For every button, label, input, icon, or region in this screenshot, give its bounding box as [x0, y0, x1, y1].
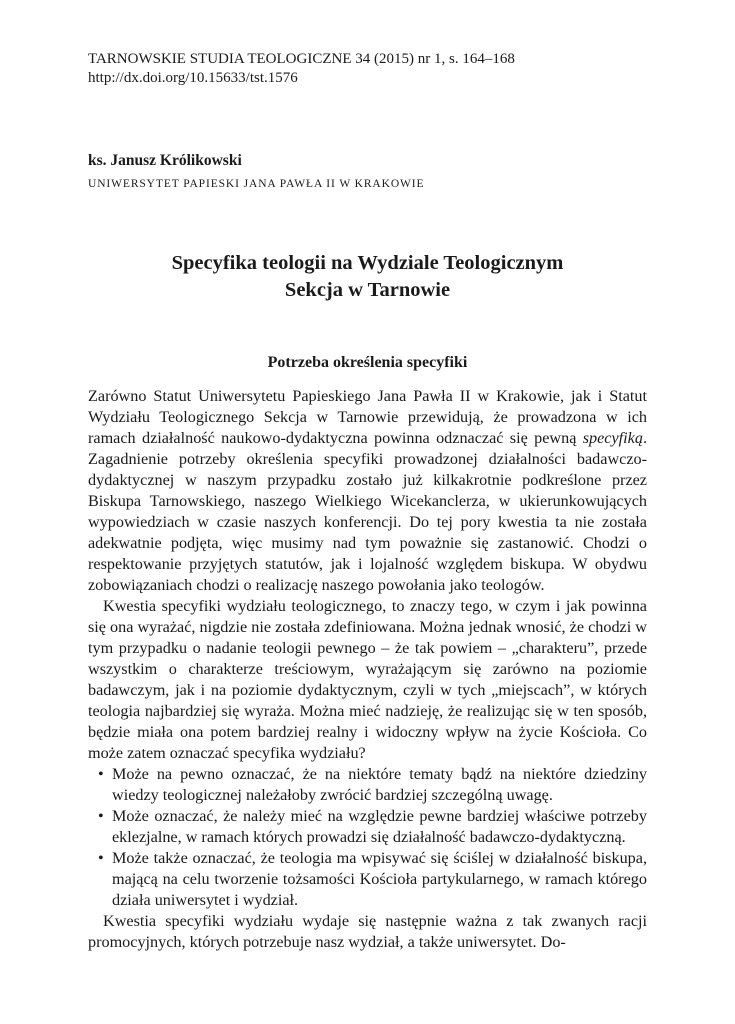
author-name: ks. Janusz Królikowski: [88, 152, 242, 169]
doi-link[interactable]: http://dx.doi.org/10.15633/tst.1576: [88, 70, 298, 86]
title-line-1: Specyfika teologii na Wydziale Teologicznym: [171, 252, 564, 274]
paragraph-2: Kwestia specyfiki wydziału teologicznego, to znaczy tego, w czym i jak powinna się ona wyrażać, nigdzie nie została zdefiniowana. Można jednak wnosić, że chodzi w tym przypadku o nadanie teologii pewnego – że tak powiem – „charakteru”, przede wszystkim o charakterze treściowym, wyrażającym się zarówno na poziomie badawczym, jak i na poziomie dydaktycznym, czyli w tych „miejscach”, w których teologia najbardziej się wyraża. Można mieć nadzieję, że realizując się w ten sposób, będzie miała ona potem bardziej realny i widoczny wpływ na życie Kościoła. Co może zatem oznaczać specyfika wydziału?: [88, 597, 647, 762]
journal-header: [88, 50, 515, 88]
bullet-list: [88, 764, 647, 911]
journal-citation: TARNOWSKIE STUDIA TEOLOGICZNE 34 (2015) nr 1, s. 164–168: [88, 51, 515, 67]
paragraph-1-part-1: Zarówno Statut Uniwersytetu Papieskiego Jana Pawła II w Krakowie, jak i Statut Wydziału Teologicznego Sekcja w Tarnowie przewidują, że prowadzona w ich ramach działalność naukowo-dydaktyczna powinna odznaczać się pewną: [88, 387, 647, 447]
section-heading: Potrzeba określenia specyfiki: [267, 354, 468, 371]
bullet-item: [88, 764, 647, 806]
title-line-2: Sekcja w Tarnowie: [284, 279, 451, 301]
bullet-item: [88, 806, 647, 848]
article-title: [88, 250, 647, 304]
article-body: [88, 386, 647, 953]
bullet-item: [88, 848, 647, 911]
author-block: [88, 151, 424, 194]
bullet-marker: •: [98, 807, 104, 825]
bullet-marker: •: [98, 765, 104, 783]
paragraph-1: [88, 386, 647, 596]
bullet-text: Może oznaczać, że należy mieć na względzie pewne bardziej właściwe potrzeby eklezjalne, w ramach których prowadzi się działalność badawczo-dydaktyczną.: [112, 807, 647, 846]
emphasis-specyfika: specyfiką: [582, 429, 643, 447]
bullet-text: Może także oznaczać, że teologia ma wpisywać się ściślej w działalność biskupa, mającą na celu tworzenie tożsamości Kościoła partykularnego, w ramach którego działa uniwersytet i wydział.: [112, 849, 647, 909]
bullet-marker: •: [98, 849, 104, 867]
author-affiliation: UNIWERSYTET PAPIESKI JANA PAWŁA II W KRAKOWIE: [88, 178, 425, 190]
bullet-text: Może na pewno oznaczać, że na niektóre tematy bądź na niektóre dziedziny wiedzy teologicznej należałoby zwrócić bardziej szczególną uwagę.: [112, 765, 647, 804]
paragraph-1-part-2: . Zagadnienie potrzeby określenia specyfiki prowadzonej działalności badawczo-dydaktycznej w naszym przypadku zostało już kilkakrotnie podkreślone przez Biskupa Tarnowskiego, naszego Wielkiego Wicekanclerza, w ukierunkowujących wypowiedziach w czasie naszych konferencji. Do tej pory kwestia ta nie została adekwatnie podjęta, więc musimy nad tym poważnie się zastanowić. Chodzi o respektowanie przyjętych statutów, jak i lojalność względem biskupa. W obydwu zobowiązaniach chodzi o realizację naszego powołania jako teologów.: [88, 429, 647, 594]
paragraph-3: Kwestia specyfiki wydziału wydaje się następnie ważna z tak zwanych racji promocyjnych, których potrzebuje nasz wydział, a także uniwersytet. Do-: [88, 912, 647, 951]
